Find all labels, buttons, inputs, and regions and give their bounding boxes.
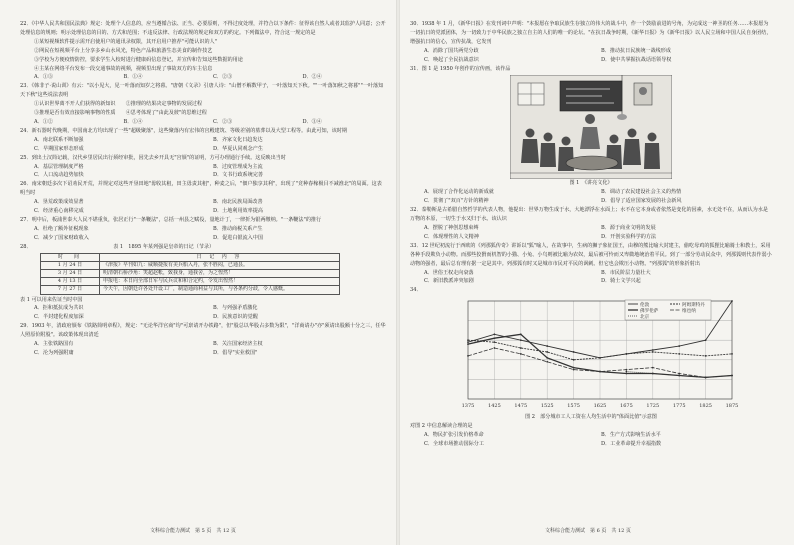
- option-d: D．使中共掌握抗战话语领导权: [601, 56, 672, 63]
- question-23: [20, 82, 386, 127]
- data-point: [731, 353, 733, 355]
- question-34: [410, 286, 772, 449]
- option-b: B．推动抗日民族统一战线形成: [601, 47, 671, 54]
- legend-label: 阿姆斯特丹: [682, 303, 705, 309]
- legend-label: 佛罗伦萨: [640, 309, 659, 315]
- option-c: C．早期国家形态形成: [34, 145, 84, 152]
- option-d: D．华夏认同观念产生: [213, 145, 263, 152]
- option-a: A．拒和抵抗成为共识: [34, 305, 84, 312]
- question-28-table-title: 表 1 1895 年某列强是皇帝的日记（节录）: [113, 243, 215, 250]
- legend-label: 维也纳: [682, 309, 696, 315]
- data-point: [599, 357, 601, 359]
- data-point: [626, 369, 628, 371]
- question-25: [20, 154, 386, 181]
- data-point: [652, 351, 654, 353]
- left-column: [20, 20, 386, 358]
- option-d: D．倡导了适应国家发展的社会新风: [601, 198, 682, 205]
- option-a: A．南北联系不断加强: [34, 136, 84, 143]
- question-28: [20, 243, 386, 323]
- data-point: [599, 371, 601, 373]
- legend-label: 伦敦: [640, 303, 650, 309]
- question-24-stem: 24．新石器时代晚期，中国南北方均出现了一些"超级聚落"，这些聚落内有宏伟的宫殿建筑、等级差别的墓葬以及大型工程等。由此可知，该时期: [20, 127, 347, 134]
- option-b: B．①④: [123, 118, 143, 125]
- option-d: D．骑士文学兴起: [601, 278, 641, 285]
- table-header-date: 时 间: [41, 253, 100, 261]
- x-tick-label: 1775: [672, 403, 686, 410]
- question-33-stem: 33．12 世纪初流行于西欧的《列那狐传奇》讲诉以"狐"喻人，在故事中，生病的狮子象征国王，由穆的熊比喻大封建主，偷吃母鸡的狐狸比喻骑士和教士，采用各种手段欺负小动物。而那些狡猾而机智的小猫、小兔、小鸟则被比喻为农奴，最后被可怜而又卑微地统治着平民。到了一部分劳动民众中，列那狐则代表作弱小动物的强者，最后总有理有据一定是其中。列那狐有时又是城市市民对平民的讽刺。但它也会欺压小动物。"列那狐"的形象折射出: [410, 242, 772, 267]
- option-b: B．生产方式影响生活水平: [601, 432, 661, 439]
- figure-1-caption: 图 1 《讲亮文化》: [569, 180, 613, 187]
- table-cell-content: 《津报》早刊如九：威顺捷报有美兵船入丹，张不胜闷，已通县。: [100, 261, 340, 269]
- data-point: [467, 343, 469, 345]
- question-28-options: [20, 304, 386, 322]
- table-cell-date: 7 月 27 日: [41, 286, 100, 294]
- option-b: B．调动了农民建设社会主义的热情: [601, 189, 682, 196]
- option-c: C．减少了国家财政收入: [34, 234, 89, 241]
- option-d: D．土地利用效率提高: [213, 208, 263, 215]
- question-22-statement-4: ④主某在网络平台发布一段交通事故的视频，视频里出现了事故双方的车主信息: [34, 65, 213, 72]
- option-a: A．世俗王权走向衰落: [424, 269, 474, 276]
- table-cell-date: 3 月 24 日: [41, 269, 100, 277]
- question-34-stem: 对图 2 中信息解读合理的是: [410, 423, 473, 430]
- option-d: D．③④: [302, 118, 322, 125]
- question-28-number: 28．: [20, 243, 32, 250]
- data-point: [678, 375, 680, 377]
- option-d: D．促进白银流入中国: [213, 234, 263, 241]
- question-26-options: [20, 198, 386, 216]
- data-point: [546, 361, 548, 363]
- question-31-stem: 31．图 1 是 1950 年创作的宣传画，该作品: [410, 65, 511, 72]
- question-22-statement-2: ②网民在短视频平台上分享多乡山水风光，特色产品和旅游生态美食的制作技艺: [34, 47, 213, 54]
- table-cell-content: 今天午，因朝廷许各处开设工厂，制造通商利益与其所，与各条约分歧，令人感慨。: [100, 286, 340, 294]
- x-tick-label: 1875: [725, 403, 739, 410]
- option-c: C．经济重心南移完成: [34, 208, 84, 215]
- data-point: [573, 351, 575, 353]
- table-cell-content: 明清朝石桥沙角：笑超赵帐，致我身，通我舍，为之惶然！: [100, 269, 340, 277]
- question-26-stem: 26．南宋朝廷多次下诏劝民开荒，并规定对这些开垦田地"毋收其租，田主毋责其租"，种麦之后，"佃户独享其利"，出现了"竞种春稼极目不减淮北"的局面。这表明当时: [20, 181, 382, 197]
- option-c: C．沦为列强附庸: [34, 350, 74, 357]
- x-tick-label: 1475: [514, 403, 528, 410]
- right-column: [410, 20, 772, 449]
- data-point: [494, 341, 496, 343]
- question-29: [20, 322, 386, 358]
- data-point: [678, 345, 680, 347]
- data-point: [573, 367, 575, 369]
- option-c: C．体现理性的人文精神: [424, 233, 479, 240]
- option-a: A．基层管理制度严格: [34, 163, 84, 170]
- data-point: [652, 349, 654, 351]
- data-point: [494, 338, 496, 340]
- data-point: [520, 340, 522, 342]
- question-25-stem: 25．到出土汉简记载，汉代乡里居民出行须经审批，因先去乡开具无"宫颁"的证明，方可办理通行手续。这反映出当时: [20, 154, 286, 161]
- diary-table: [40, 253, 340, 295]
- option-b: B．齐家文化日趋发达: [213, 136, 263, 143]
- data-point: [626, 373, 628, 375]
- table-cell-date: 1 月 24 日: [41, 261, 100, 269]
- data-point: [573, 369, 575, 371]
- option-a: A．消除了国共两党分歧: [424, 47, 479, 54]
- table-header-content: 日 记 内 容: [100, 253, 340, 261]
- data-point: [705, 377, 707, 379]
- question-34-number: 34．: [410, 287, 422, 294]
- table-row: [41, 269, 340, 277]
- table-row: [41, 286, 340, 294]
- data-point: [705, 340, 707, 342]
- option-a: A．①②: [34, 118, 53, 125]
- question-22: [20, 20, 386, 82]
- data-point: [678, 353, 680, 355]
- table-row: [41, 278, 340, 286]
- option-b: B．关注国家经济主权: [213, 341, 263, 348]
- x-tick-label: 1825: [699, 403, 712, 410]
- option-b: B．源于商业文明的发展: [601, 224, 656, 231]
- option-a: A．①③: [34, 74, 53, 81]
- option-d: D．倡导"实业救国": [213, 350, 258, 357]
- option-a: A．摆脱了神创思想束缚: [424, 224, 479, 231]
- x-tick-label: 1425: [488, 403, 501, 410]
- data-point: [546, 357, 548, 359]
- question-23-stem: 23．《韩非子·说山训》有云："以小见大，见一叶落而知岁之将暮。"唐朝《文录》引唐人诗："山僧不解数甲子，一叶落知天下秋。""一叶落知秋之将暮""一叶落知天下秋"这些说法表明: [20, 83, 384, 99]
- propaganda-illustration: [510, 75, 672, 179]
- option-b: B．南北民族局面改善: [213, 199, 263, 206]
- x-tick-label: 1625: [593, 403, 607, 410]
- question-27-options: [20, 225, 386, 243]
- question-22-stem: 22．《中华人民共和国民法典》规定：处理个人信息的，应当遵循合法、正当、必要原则，不得过度处理，并符合以下条件：征得该自然人或者其监护人同意；公开处理信息的规则；明示处理信息的目的、方式和范围；不违反法律、行政法规的规定和双方的约定。下列做法中，符合这一规定的是: [20, 21, 386, 36]
- question-32-stem: 32．泰勒斯是古希腊自然哲学的代表人物，他提出：世界万物生成于水，大地漂浮在水面上；水不在它本身或者依然是变化的因素，水无处不在，从而认为水是万物的本原，一切生于水又归于水。该认识: [410, 207, 768, 223]
- question-27: [20, 216, 386, 243]
- question-34-options: [410, 431, 772, 449]
- x-tick-label: 1575: [567, 403, 580, 410]
- legend-label: 北京: [640, 315, 650, 321]
- question-22-statement-1: ①某短视频软件提示需开启使用户的通讯录权限，其开启用户推荐"可能认识的人": [34, 38, 217, 45]
- data-point: [520, 347, 522, 349]
- option-d: D．②④: [302, 74, 322, 81]
- option-b: B．与列强矛盾激化: [213, 305, 258, 312]
- data-point: [494, 347, 496, 349]
- data-point: [573, 359, 575, 361]
- question-29-stem: 29．1903 年，清政府颁布《铁路简明章程》，规定："无论华洋官商"均"可禀请开办铁路"，但"股总以华股占多数为限"，"洋商请办"亦"须请出股额十分之三，任华人照原价附股"。该政策体现出清廷: [20, 323, 386, 339]
- option-b: B．市民阶层力量壮大: [601, 269, 651, 276]
- option-c: C．贯彻了"双百"方针的精神: [424, 198, 489, 205]
- question-33: [410, 242, 772, 287]
- page-spine: [396, 0, 400, 545]
- question-27-stem: 27．明中后，板浦世泰大人民不堪重负，张居正行"一条鞭法"，总括一州县之赋役，量地计丁，一律折为银两缴纳。"一条鞭法"的推行: [20, 216, 322, 223]
- data-point: [467, 340, 469, 342]
- option-d: D．开创实验科学的方法: [601, 233, 657, 240]
- option-c: C．②③: [213, 74, 233, 81]
- option-c: C．人口流动趋势加快: [34, 172, 84, 179]
- option-c: C．新旧教派冲突加剧: [424, 278, 474, 285]
- table-cell-content: 申报电：本日向全部日军与民兵议和和合定约，令发出惶然！: [100, 278, 340, 286]
- question-24: [20, 127, 386, 154]
- question-28-after: 表 1 可以用来佐证当时中国: [20, 296, 83, 303]
- option-d: D．文书行政系统完善: [213, 172, 263, 179]
- option-a: A．主张铁路国有: [34, 341, 74, 348]
- data-point: [626, 371, 628, 373]
- question-22-options: [20, 73, 386, 82]
- question-22-statement-3: ③学校为方便疫情防控，要求学生入校时进行健康码信息登记，并宣传和告知这些数据的用途: [34, 56, 243, 63]
- option-a: A．展现了合作化运动的新成就: [424, 189, 494, 196]
- x-tick-label: 1375: [461, 403, 475, 410]
- question-30: [410, 20, 772, 65]
- question-25-options: [20, 163, 386, 181]
- question-33-options: [410, 269, 772, 287]
- data-point: [678, 373, 680, 375]
- question-23-options: [20, 118, 386, 127]
- question-26: [20, 180, 386, 216]
- question-23-statement-2: ③推理是否有效直接影响事物的性质 ④思考体现了"由此及彼"的思维过程: [34, 110, 207, 117]
- data-point: [520, 334, 522, 336]
- data-point: [705, 355, 707, 357]
- question-32: [410, 206, 772, 242]
- chart-legend: [625, 300, 711, 320]
- question-31: [410, 65, 772, 207]
- x-tick-label: 1725: [646, 403, 660, 410]
- option-a: A．垦荒政策成效显著: [34, 199, 84, 206]
- x-tick-label: 1675: [620, 403, 633, 410]
- data-point: [467, 341, 469, 343]
- option-b: B．①④: [123, 74, 143, 81]
- option-c: C．②③: [213, 118, 233, 125]
- table-cell-date: 4 月 13 日: [41, 278, 100, 286]
- data-point: [546, 351, 548, 353]
- option-c: C．唤起了全民抗战意识: [424, 56, 479, 63]
- figure-2-caption: 图 2 部分城市工人工资在人均生活中的"体面比值"示意图: [525, 414, 657, 421]
- question-29-options: [20, 340, 386, 358]
- option-c: C．全球市场推动国际分工: [424, 440, 484, 447]
- data-point: [652, 367, 654, 369]
- wage-ratio-chart: [410, 295, 772, 413]
- question-32-options: [410, 224, 772, 242]
- table-row: [41, 261, 340, 269]
- data-point: [467, 355, 469, 357]
- x-tick-label: 1525: [540, 403, 554, 410]
- footer-left: 文科综合能力测试 第 5 页 共 12 页: [150, 528, 236, 534]
- data-point: [626, 353, 628, 355]
- option-b: B．过度管理成为主流: [213, 163, 263, 170]
- footer-right: 文科综合能力测试 第 6 页 共 12 页: [545, 528, 631, 534]
- option-d: D．民族意识的觉醒: [213, 314, 258, 321]
- data-point: [731, 375, 733, 377]
- option-b: B．推动商税关系产生: [213, 225, 263, 232]
- option-a: A．杜绝了额外征税现象: [34, 225, 89, 232]
- option-c: C．半封建化程度加深: [34, 314, 84, 321]
- question-23-statement-1: ①认识世界离不开人们获得的新知识 ②推理的结果决定事物的发展过程: [34, 101, 203, 108]
- question-31-options: [410, 188, 772, 206]
- data-point: [546, 345, 548, 347]
- data-point: [520, 353, 522, 355]
- question-30-stem: 30．1938 年 1 月，《新华日报》在发刊词中声明："本报愿在争取民族生存独立的伟大的战斗中，作一个鼓励前进的号角，为完成这一神圣的任务……本报愿为一切抗日的党派团体，为一切致力于中华民族之独立自主的人们的唯一的论坛。"在抗日战争时期，《新华日报》为《新华日报》以人民立场和中国人民自身团结，增强抗日的信心，宣传抗战，它发刊: [410, 21, 772, 45]
- table-header-row: [41, 253, 340, 261]
- question-30-options: [410, 47, 772, 65]
- question-24-options: [20, 136, 386, 154]
- option-d: D．工业革命提升幸福指数: [601, 440, 662, 447]
- data-point: [494, 334, 496, 336]
- data-point: [731, 300, 733, 302]
- data-point: [652, 373, 654, 375]
- option-a: A．物民扩张引发价格革命: [424, 432, 484, 439]
